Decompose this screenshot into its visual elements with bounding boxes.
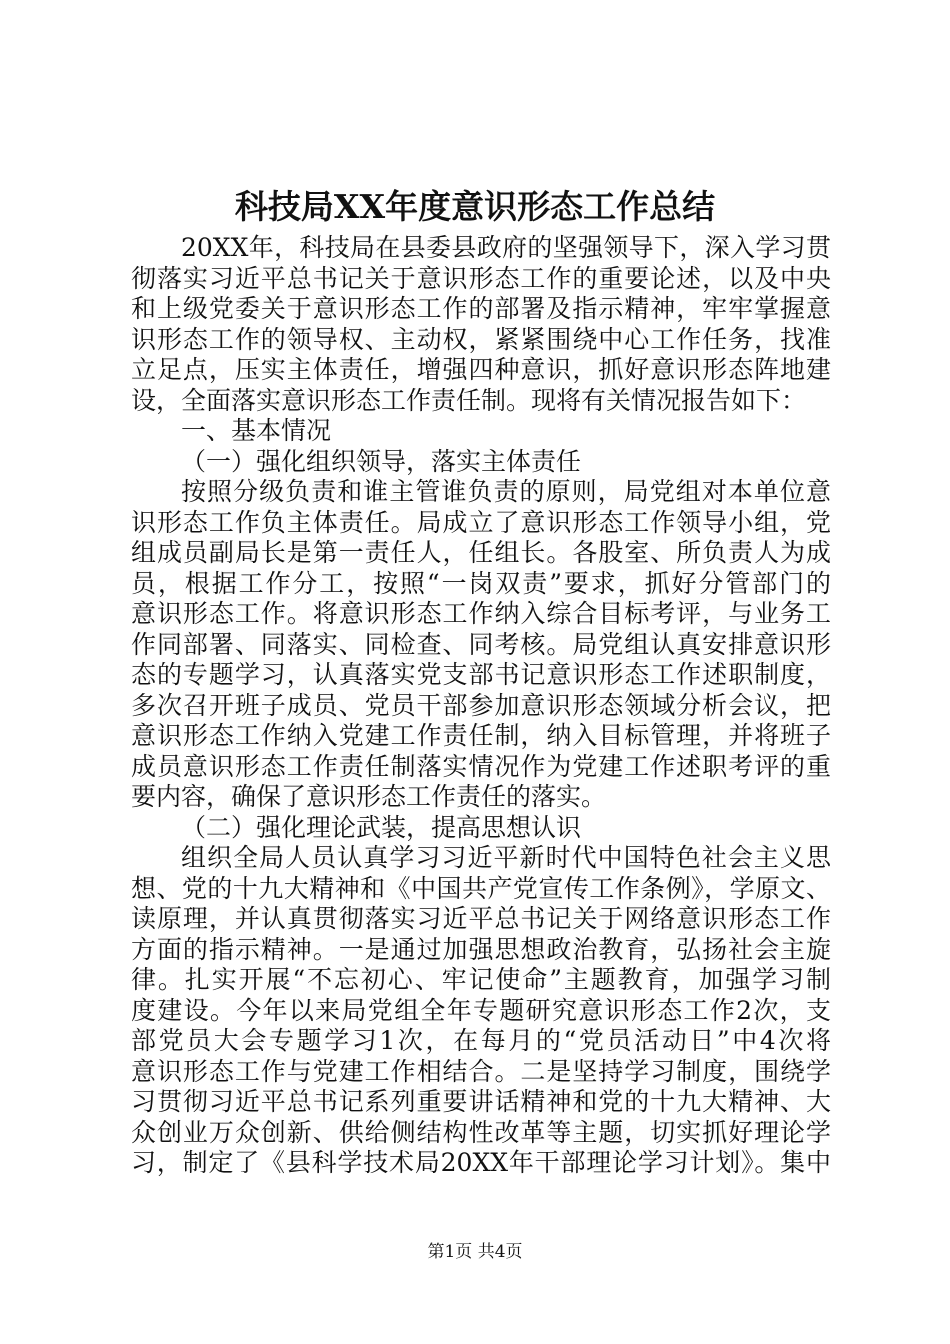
paragraph-line: 识形态工作的领导权、主动权，紧紧围绕中心工作任务，找准 (131, 324, 831, 354)
subsection-heading: （二）强化理论武装，提高思想认识 (181, 812, 582, 842)
subsection-heading: （一）强化组织领导，落实主体责任 (181, 446, 582, 476)
paragraph-line: 习贯彻习近平总书记系列重要讲话精神和党的十九大精神、大 (131, 1087, 831, 1116)
document-body (131, 233, 831, 1179)
paragraph-line: 彻落实习近平总书记关于意识形态工作的重要论述，以及中央 (131, 263, 831, 293)
paragraph-line: 和上级党委关于意识形态工作的部署及指示精神，牢牢掌握意 (131, 294, 831, 323)
paragraph-line: 方面的指示精神。一是通过加强思想政治教育，弘扬社会主旋 (131, 934, 831, 964)
paragraph-line: 意识形态工作。将意识形态工作纳入综合目标考评，与业务工 (131, 599, 831, 628)
paragraph-line: 成员意识形态工作责任制落实情况作为党建工作述职考评的重 (131, 751, 831, 781)
paragraph-line: 度建设。今年以来局党组全年专题研究意识形态工作2次，支 (131, 995, 831, 1025)
section-heading: 一、基本情况 (181, 416, 332, 445)
paragraph-line: 意识形态工作与党建工作相结合。二是坚持学习制度，围绕学 (131, 1056, 831, 1086)
paragraph-line: 多次召开班子成员、党员干部参加意识形态领域分析会议，把 (131, 690, 831, 720)
paragraph-line: 组织全局人员认真学习习近平新时代中国特色社会主义思 (181, 843, 831, 872)
paragraph-line: 按照分级负责和谁主管谁负责的原则，局党组对本单位意 (181, 477, 831, 506)
paragraph-line: 识形态工作负主体责任。局成立了意识形态工作领导小组，党 (131, 507, 831, 537)
page-footer: 第1页 共4页 (427, 1242, 523, 1262)
paragraph-line: 态的专题学习，认真落实党支部书记意识形态工作述职制度， (131, 660, 831, 689)
paragraph-line: 作同部署、同落实、同检查、同考核。局党组认真安排意识形 (131, 629, 831, 659)
paragraph-line: 要内容，确保了意识形态工作责任的落实。 (131, 782, 607, 811)
paragraph-line: 习，制定了《县科学技术局20XX年干部理论学习计划》。集中 (131, 1148, 831, 1177)
paragraph-line: 部党员大会专题学习1次，在每月的“党员活动日”中4次将 (131, 1026, 831, 1055)
paragraph-line: 20XX年，科技局在县委县政府的坚强领导下，深入学习贯 (181, 233, 831, 262)
paragraph-line: 意识形态工作纳入党建工作责任制，纳入目标管理，并将班子 (131, 721, 831, 750)
paragraph-line: 设，全面落实意识形态工作责任制。现将有关情况报告如下： (131, 385, 807, 415)
paragraph-line: 律。扎实开展“不忘初心、牢记使命”主题教育，加强学习制 (131, 965, 831, 994)
paragraph-line: 众创业万众创新、供给侧结构性改革等主题，切实抓好理论学 (131, 1117, 831, 1147)
document-title: 科技局XX年度意识形态工作总结 (234, 187, 716, 226)
paragraph-line: 立足点，压实主体责任，增强四种意识，抓好意识形态阵地建 (131, 355, 831, 384)
paragraph-line: 读原理，并认真贯彻落实习近平总书记关于网络意识形态工作 (131, 904, 831, 933)
paragraph-line: 组成员副局长是第一责任人，任组长。各股室、所负责人为成 (131, 538, 831, 567)
paragraph-line: 员，根据工作分工，按照“一岗双责”要求，抓好分管部门的 (131, 568, 831, 598)
paragraph-line: 想、党的十九大精神和《中国共产党宣传工作条例》，学原文、 (131, 873, 831, 903)
